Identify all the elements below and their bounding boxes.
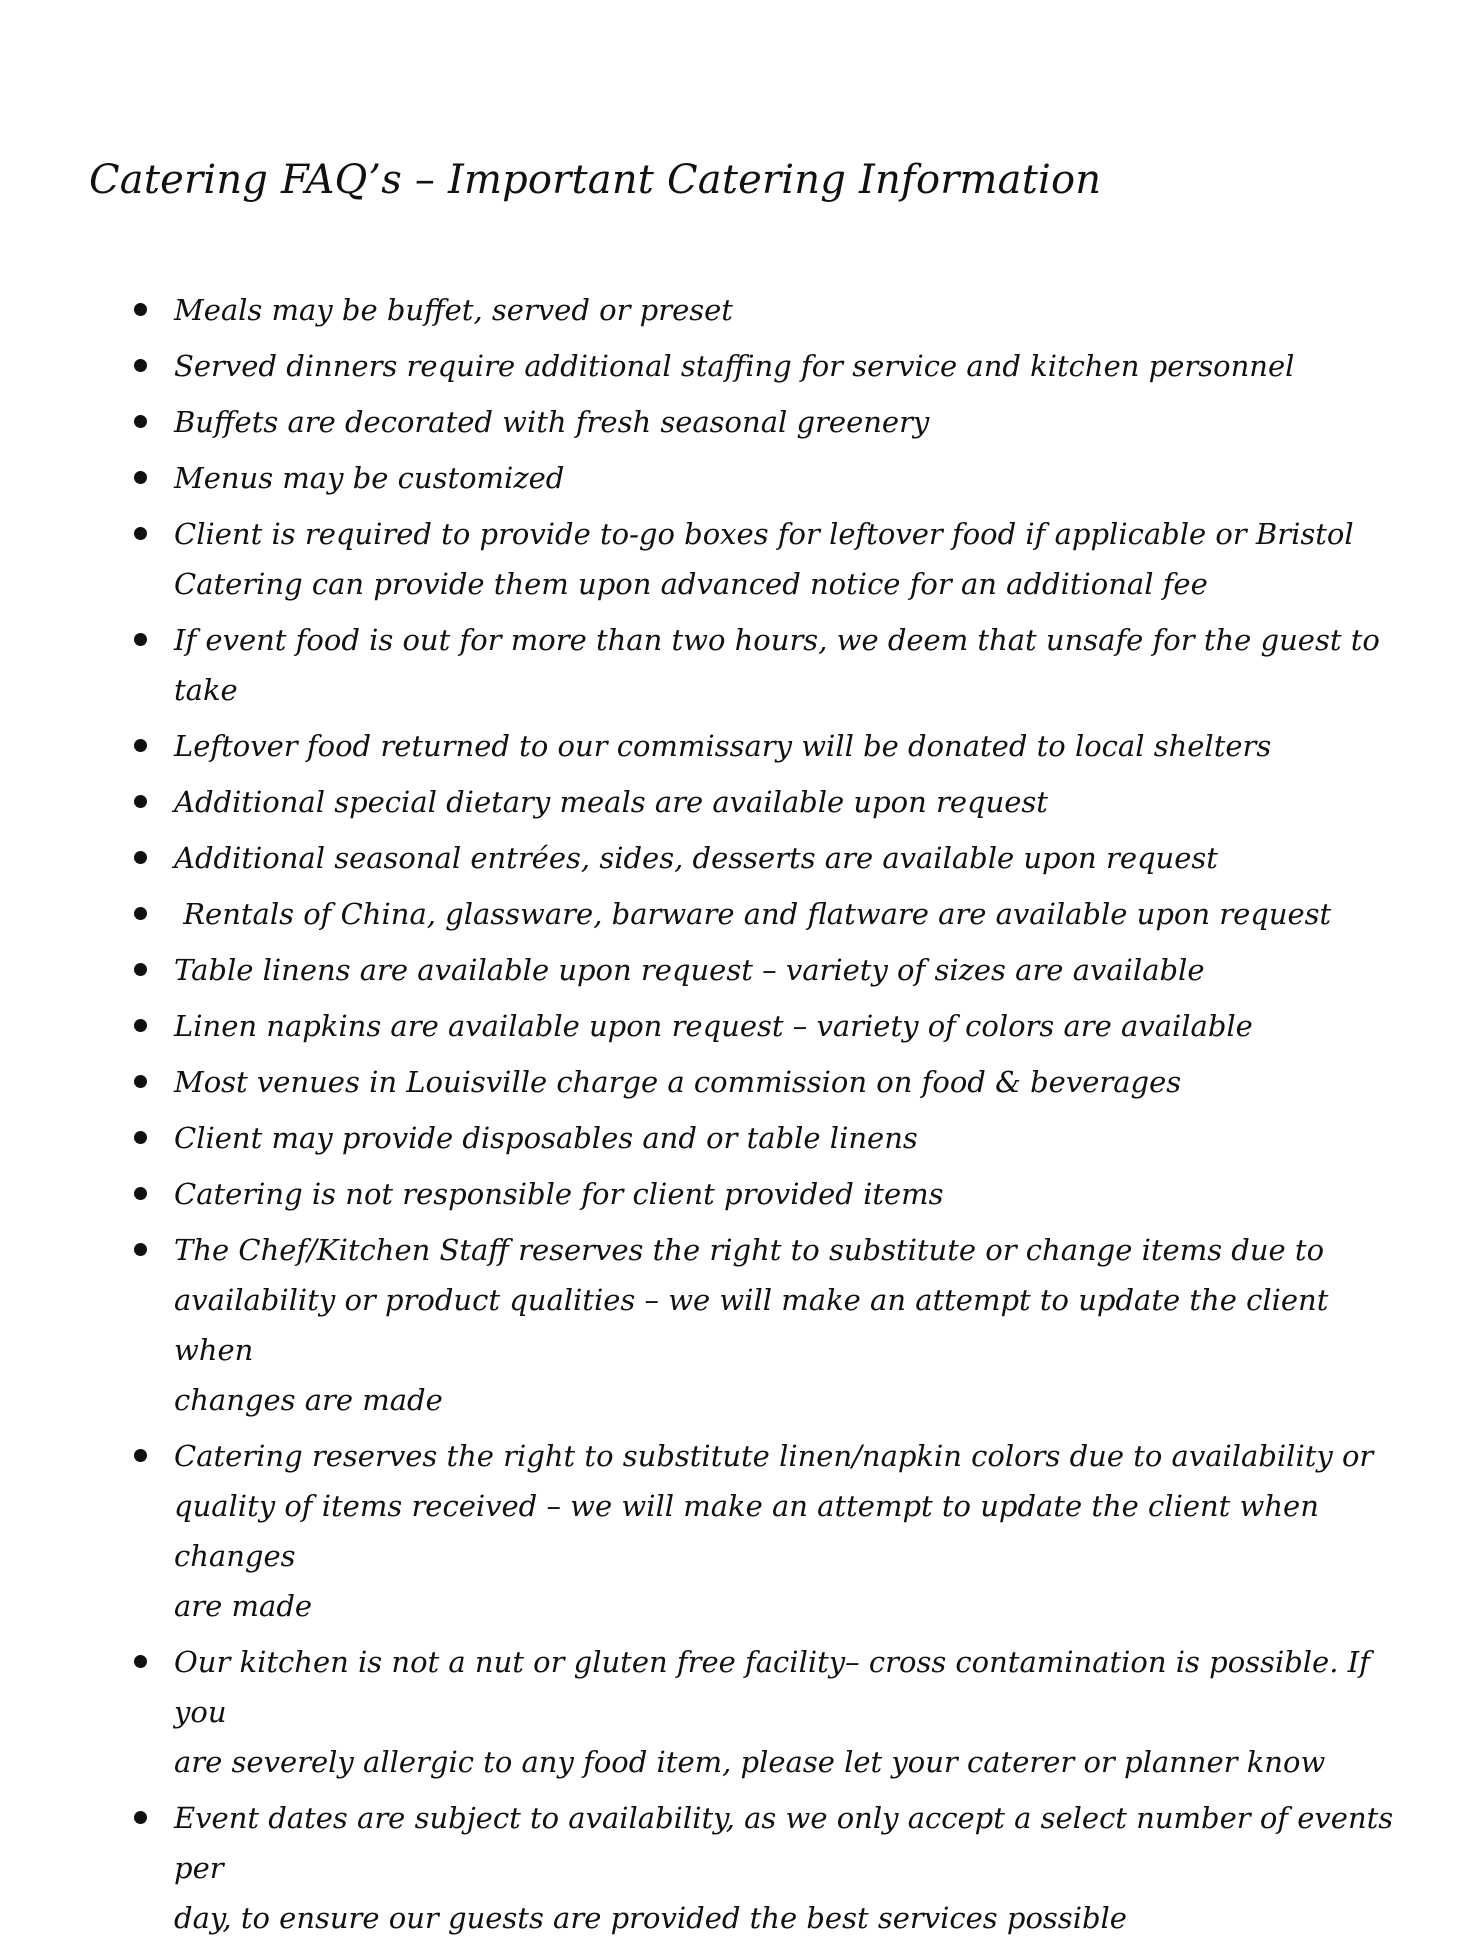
faq-item-line: Catering can provide them upon advanced notice for an additional fee xyxy=(174,567,1208,601)
faq-list-item xyxy=(0,833,1484,883)
faq-list-item xyxy=(0,285,1484,335)
faq-list-item xyxy=(0,1001,1484,1051)
faq-item-line: Client is required to provide to-go boxes for leftover food if applicable or Bristol xyxy=(174,517,1354,551)
faq-list-item xyxy=(0,1225,1484,1425)
faq-item-text xyxy=(174,1113,1394,1163)
faq-item-text xyxy=(174,1169,1394,1219)
faq-item-line: quality of items received – we will make an attempt to update the client when changes xyxy=(174,1489,1329,1573)
faq-list-item xyxy=(0,509,1484,609)
faq-item-text xyxy=(174,721,1394,771)
faq-item-text xyxy=(174,397,1394,447)
faq-item-text xyxy=(174,615,1394,715)
bullet-icon xyxy=(134,1019,147,1032)
faq-list-item xyxy=(0,341,1484,391)
faq-list-item xyxy=(0,945,1484,995)
bullet-icon xyxy=(134,1655,147,1668)
faq-list-item xyxy=(0,721,1484,771)
bullet-icon xyxy=(134,1131,147,1144)
bullet-icon xyxy=(134,963,147,976)
bullet-icon xyxy=(134,527,147,540)
faq-item-text xyxy=(174,833,1394,883)
faq-item-line: Table linens are available upon request – variety of sizes are available xyxy=(174,953,1205,987)
faq-item-line: Our kitchen is not a nut or gluten free facility– cross contamination is possible. If you xyxy=(174,1645,1380,1729)
faq-item-line: Catering is not responsible for client provided items xyxy=(174,1177,944,1211)
faq-item-text xyxy=(174,1431,1394,1631)
faq-list-item xyxy=(0,615,1484,715)
bullet-icon xyxy=(134,633,147,646)
bullet-icon xyxy=(134,1075,147,1088)
faq-item-line: Rentals of China, glassware, barware and flatware are available upon request xyxy=(174,897,1332,931)
faq-item-text xyxy=(174,341,1394,391)
faq-item-line: are severely allergic to any food item, please let your caterer or planner know xyxy=(174,1745,1326,1779)
faq-item-line: Served dinners require additional staffing for service and kitchen personnel xyxy=(174,349,1295,383)
faq-list-item xyxy=(0,397,1484,447)
faq-item-line: Catering reserves the right to substitute linen/napkin colors due to availability or xyxy=(174,1439,1374,1473)
faq-list-item xyxy=(0,777,1484,827)
faq-item-text xyxy=(174,509,1394,609)
faq-list-item xyxy=(0,1057,1484,1107)
bullet-icon xyxy=(134,907,147,920)
faq-item-text xyxy=(174,285,1394,335)
faq-item-line: Buffets are decorated with fresh seasonal greenery xyxy=(174,405,930,439)
bullet-icon xyxy=(134,1243,147,1256)
faq-item-line: changes are made xyxy=(174,1383,443,1417)
faq-item-line: Linen napkins are available upon request – variety of colors are available xyxy=(174,1009,1253,1043)
faq-list-item xyxy=(0,889,1484,939)
faq-item-line: are made xyxy=(174,1589,313,1623)
faq-list-item xyxy=(0,1431,1484,1631)
faq-item-line: Meals may be buffet, served or preset xyxy=(174,293,733,327)
faq-item-line: If event food is out for more than two hours, we deem that unsafe for the guest to take xyxy=(174,623,1390,707)
faq-item-line: Most venues in Louisville charge a commission on food & beverages xyxy=(174,1065,1182,1099)
faq-item-line: Leftover food returned to our commissary will be donated to local shelters xyxy=(174,729,1272,763)
faq-item-line: Additional special dietary meals are available upon request xyxy=(174,785,1048,819)
faq-item-text xyxy=(174,1793,1403,1943)
faq-item-line: Additional seasonal entrées, sides, desserts are available upon request xyxy=(174,841,1218,875)
bullet-icon xyxy=(134,415,147,428)
bullet-icon xyxy=(134,303,147,316)
bullet-icon xyxy=(134,795,147,808)
bullet-icon xyxy=(134,851,147,864)
bullet-icon xyxy=(134,739,147,752)
faq-item-line: availability or product qualities – we will make an attempt to update the client when xyxy=(174,1283,1338,1367)
faq-item-text xyxy=(174,945,1394,995)
faq-list-item xyxy=(0,453,1484,503)
faq-list-item xyxy=(0,1637,1484,1787)
page-title: Catering FAQ’s – Important Catering Information xyxy=(89,157,1102,203)
faq-list-item xyxy=(0,1793,1484,1943)
faq-item-text xyxy=(174,1001,1394,1051)
faq-item-line: Event dates are subject to availability, as we only accept a select number of events per xyxy=(174,1801,1403,1885)
faq-item-text xyxy=(174,1637,1394,1787)
faq-item-text xyxy=(174,1225,1394,1425)
faq-item-line: The Chef/Kitchen Staff reserves the right to substitute or change items due to xyxy=(174,1233,1325,1267)
faq-list-item xyxy=(0,1113,1484,1163)
faq-item-text xyxy=(174,453,1394,503)
faq-item-line: day, to ensure our guests are provided the best services possible xyxy=(174,1901,1127,1935)
faq-list-item xyxy=(0,1169,1484,1219)
faq-item-text xyxy=(174,889,1394,939)
faq-item-line: Menus may be customized xyxy=(174,461,565,495)
bullet-icon xyxy=(134,1449,147,1462)
bullet-icon xyxy=(134,471,147,484)
faq-list xyxy=(0,285,1484,1949)
faq-item-text xyxy=(174,1057,1394,1107)
faq-item-line: Client may provide disposables and or table linens xyxy=(174,1121,918,1155)
bullet-icon xyxy=(134,359,147,372)
bullet-icon xyxy=(134,1811,147,1824)
bullet-icon xyxy=(134,1187,147,1200)
faq-item-text xyxy=(174,777,1394,827)
